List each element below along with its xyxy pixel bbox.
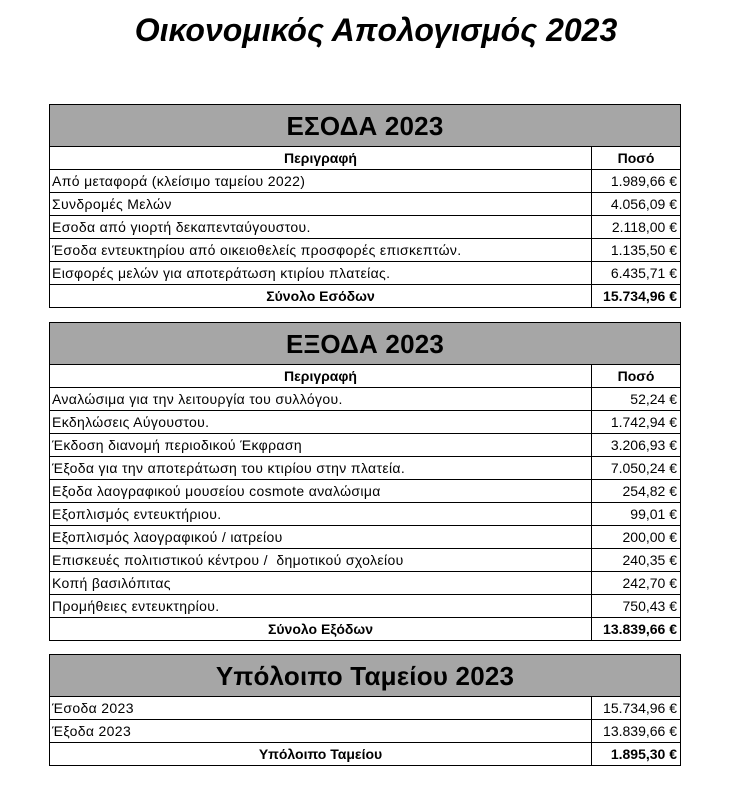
expense-row [50, 434, 681, 457]
row-description: Συνδρομές Μελών [50, 193, 592, 216]
row-amount: 99,01 € [592, 503, 681, 526]
expenses-total-label: Σύνολο Εξόδων [50, 618, 592, 641]
row-amount: 1.742,94 € [592, 411, 681, 434]
row-amount: 6.435,71 € [592, 262, 681, 285]
row-amount: 200,00 € [592, 526, 681, 549]
income-column-header-row [50, 147, 681, 170]
row-amount: 242,70 € [592, 572, 681, 595]
expenses-table [49, 322, 681, 641]
row-description: Έκδοση διανομή περιοδικού Έκφραση [50, 434, 592, 457]
expenses-total-row [50, 618, 681, 641]
balance-row [50, 697, 681, 720]
income-row [50, 239, 681, 262]
row-amount: 4.056,09 € [592, 193, 681, 216]
row-description: Από μεταφορά (κλείσιμο ταμείου 2022) [50, 170, 592, 193]
row-description: Εξοπλισμός λαογραφικού / ιατρείου [50, 526, 592, 549]
balance-row [50, 720, 681, 743]
row-amount: 15.734,96 € [592, 697, 681, 720]
income-amount-column-header: Ποσό [592, 147, 681, 170]
income-total-label: Σύνολο Εσόδων [50, 285, 592, 308]
row-description: Κοπή βασιλόπιτας [50, 572, 592, 595]
balance-heading: Υπόλοιπο Ταμείου 2023 [50, 655, 681, 697]
row-description: Εξοπλισμός εντευκτήριου. [50, 503, 592, 526]
row-description: Έσοδα 2023 [50, 697, 592, 720]
expense-row [50, 503, 681, 526]
expense-row [50, 595, 681, 618]
expense-row [50, 388, 681, 411]
row-description: Εξοδα λαογραφικού μουσείου cosmote αναλώσιμα [50, 480, 592, 503]
row-description: Έξοδα για την αποτεράτωση του κτιρίου στην πλατεία. [50, 457, 592, 480]
income-description-column-header: Περιγραφή [50, 147, 592, 170]
row-description: Εισφορές μελών για αποτεράτωση κτιρίου πλατείας. [50, 262, 592, 285]
expense-row [50, 526, 681, 549]
income-table [49, 104, 681, 308]
row-description: Εκδηλώσεις Αύγουστου. [50, 411, 592, 434]
expense-row [50, 457, 681, 480]
income-total-amount: 15.734,96 € [592, 285, 681, 308]
row-amount: 1.135,50 € [592, 239, 681, 262]
row-description: Έξοδα 2023 [50, 720, 592, 743]
income-row [50, 193, 681, 216]
expense-row [50, 549, 681, 572]
expenses-amount-column-header: Ποσό [592, 365, 681, 388]
balance-total-amount: 1.895,30 € [592, 743, 681, 766]
row-description: Αναλώσιμα για την λειτουργία του συλλόγου. [50, 388, 592, 411]
expense-row [50, 572, 681, 595]
row-description: Έσοδα εντευκτηρίου από οικειοθελείς προσφορές επισκεπτών. [50, 239, 592, 262]
income-row [50, 216, 681, 239]
row-description: Εσοδα από γιορτή δεκαπενταύγουστου. [50, 216, 592, 239]
row-description: Επισκευές πολιτιστικού κέντρου / δημοτικού σχολείου [50, 549, 592, 572]
expenses-total-amount: 13.839,66 € [592, 618, 681, 641]
expense-row [50, 411, 681, 434]
balance-table [49, 654, 681, 766]
income-heading: ΕΣΟΔΑ 2023 [50, 105, 681, 147]
row-description: Προμήθειες εντευκτηρίου. [50, 595, 592, 618]
page-title: Οικονομικός Απολογισμός 2023 [134, 12, 618, 48]
income-row [50, 262, 681, 285]
row-amount: 1.989,66 € [592, 170, 681, 193]
balance-total-label: Υπόλοιπο Ταμείου [50, 743, 592, 766]
income-row [50, 170, 681, 193]
row-amount: 13.839,66 € [592, 720, 681, 743]
row-amount: 52,24 € [592, 388, 681, 411]
income-total-row [50, 285, 681, 308]
balance-total-row [50, 743, 681, 766]
row-amount: 7.050,24 € [592, 457, 681, 480]
row-amount: 254,82 € [592, 480, 681, 503]
row-amount: 750,43 € [592, 595, 681, 618]
expense-row [50, 480, 681, 503]
expenses-heading: ΕΞΟΔΑ 2023 [50, 323, 681, 365]
expenses-column-header-row [50, 365, 681, 388]
row-amount: 3.206,93 € [592, 434, 681, 457]
row-amount: 2.118,00 € [592, 216, 681, 239]
expenses-description-column-header: Περιγραφή [50, 365, 592, 388]
row-amount: 240,35 € [592, 549, 681, 572]
